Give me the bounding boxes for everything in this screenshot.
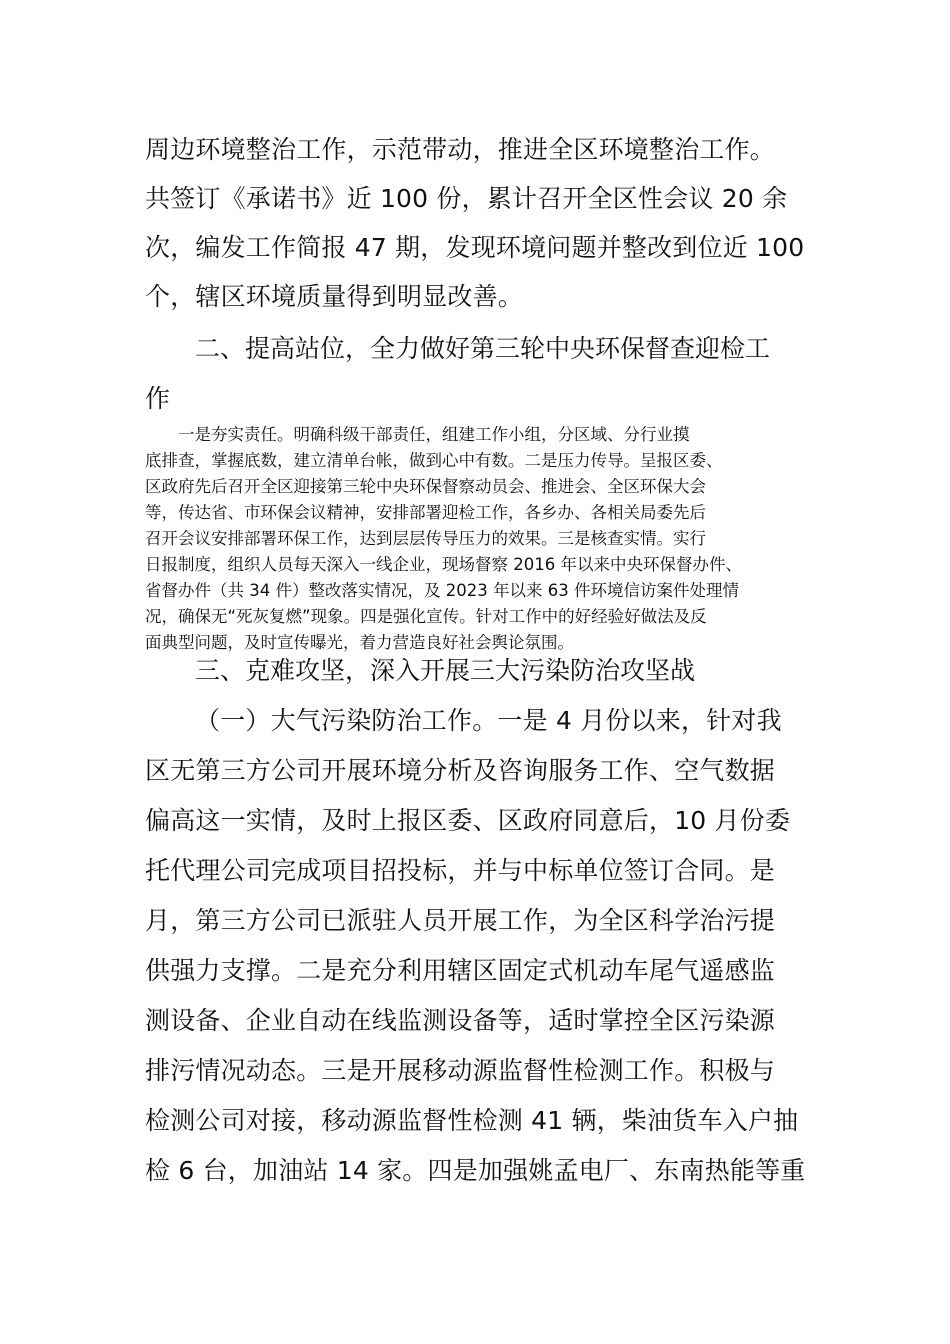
section3-title: 三、克难攻坚，深入开展三大污染防治攻坚战 [195,656,696,685]
intro-line-3: 次，编发工作简报 47 期，发现环境问题并整改到位近 100 [145,233,805,262]
section2-body-line-5: 召开会议安排部署环保工作，达到层层传导压力的效果。三是核查实情。实行 [145,529,706,548]
section3-body-line-5: 月，第三方公司已派驻人员开展工作，为全区科学治污提 [145,906,776,935]
section2-body-line-7: 省督办件（共 34 件）整改落实情况，及 2023 年以来 63 件环境信访案件处理情 [145,581,739,600]
intro-line-1: 周边环境整治工作，示范带动，推进全区环境整治工作。 [145,135,776,164]
section2-title: 二、提高站位，全力做好第三轮中央环保督查迎检工 [195,334,771,363]
section2-body-line-2: 底排查，掌握底数，建立清单台帐，做到心中有数。二是压力传导。呈报区委、 [145,451,723,470]
section2-body-line-6: 日报制度，组织人员每天深入一线企业，现场督察 2016 年以来中央环保督办件、 [145,555,742,574]
intro-line-4: 个，辖区环境质量得到明显改善。 [145,282,524,311]
section3-body-line-8: 排污情况动态。三是开展移动源监督性检测工作。积极与 [145,1056,776,1085]
section2-body-line-3: 区政府先后召开全区迎接第三轮中央环保督察动员会、推进会、全区环保大会 [145,477,706,496]
section3-body-line-3: 偏高这一实情，及时上报区委、区政府同意后，10 月份委 [145,806,791,835]
section3-body-line-1: （一）大气污染防治工作。一是 4 月份以来，针对我 [195,706,782,735]
section3-body-line-9: 检测公司对接，移动源监督性检测 41 辆，柴油货车入户抽 [145,1106,799,1135]
section2-body-line-9: 面典型问题，及时宣传曝光，着力营造良好社会舆论氛围。 [145,633,574,652]
section3-body-line-7: 测设备、企业自动在线监测设备等，适时掌控全区污染源 [145,1006,776,1035]
section2-body-line-1: 一是夯实责任。明确科级干部责任，组建工作小组，分区域、分行业摸 [178,425,690,444]
section2-title-continued: 作 [145,384,171,413]
section2-body-line-8: 况，确保无“死灰复燃”现象。四是强化宣传。针对工作中的好经验好做法及反 [145,607,707,626]
section3-body-line-10: 检 6 台，加油站 14 家。四是加强姚孟电厂、东南热能等重 [145,1156,806,1185]
section2-body-line-4: 等，传达省、市环保会议精神，安排部署迎检工作，各乡办、各相关局委先后 [145,503,706,522]
section3-body-line-6: 供强力支撑。二是充分利用辖区固定式机动车尾气遥感监 [145,956,776,985]
section3-body-line-4: 托代理公司完成项目招投标，并与中标单位签订合同。是 [145,856,776,885]
section3-body-line-2: 区无第三方公司开展环境分析及咨询服务工作、空气数据 [145,756,776,785]
intro-line-2: 共签订《承诺书》近 100 份，累计召开全区性会议 20 余 [145,184,788,213]
